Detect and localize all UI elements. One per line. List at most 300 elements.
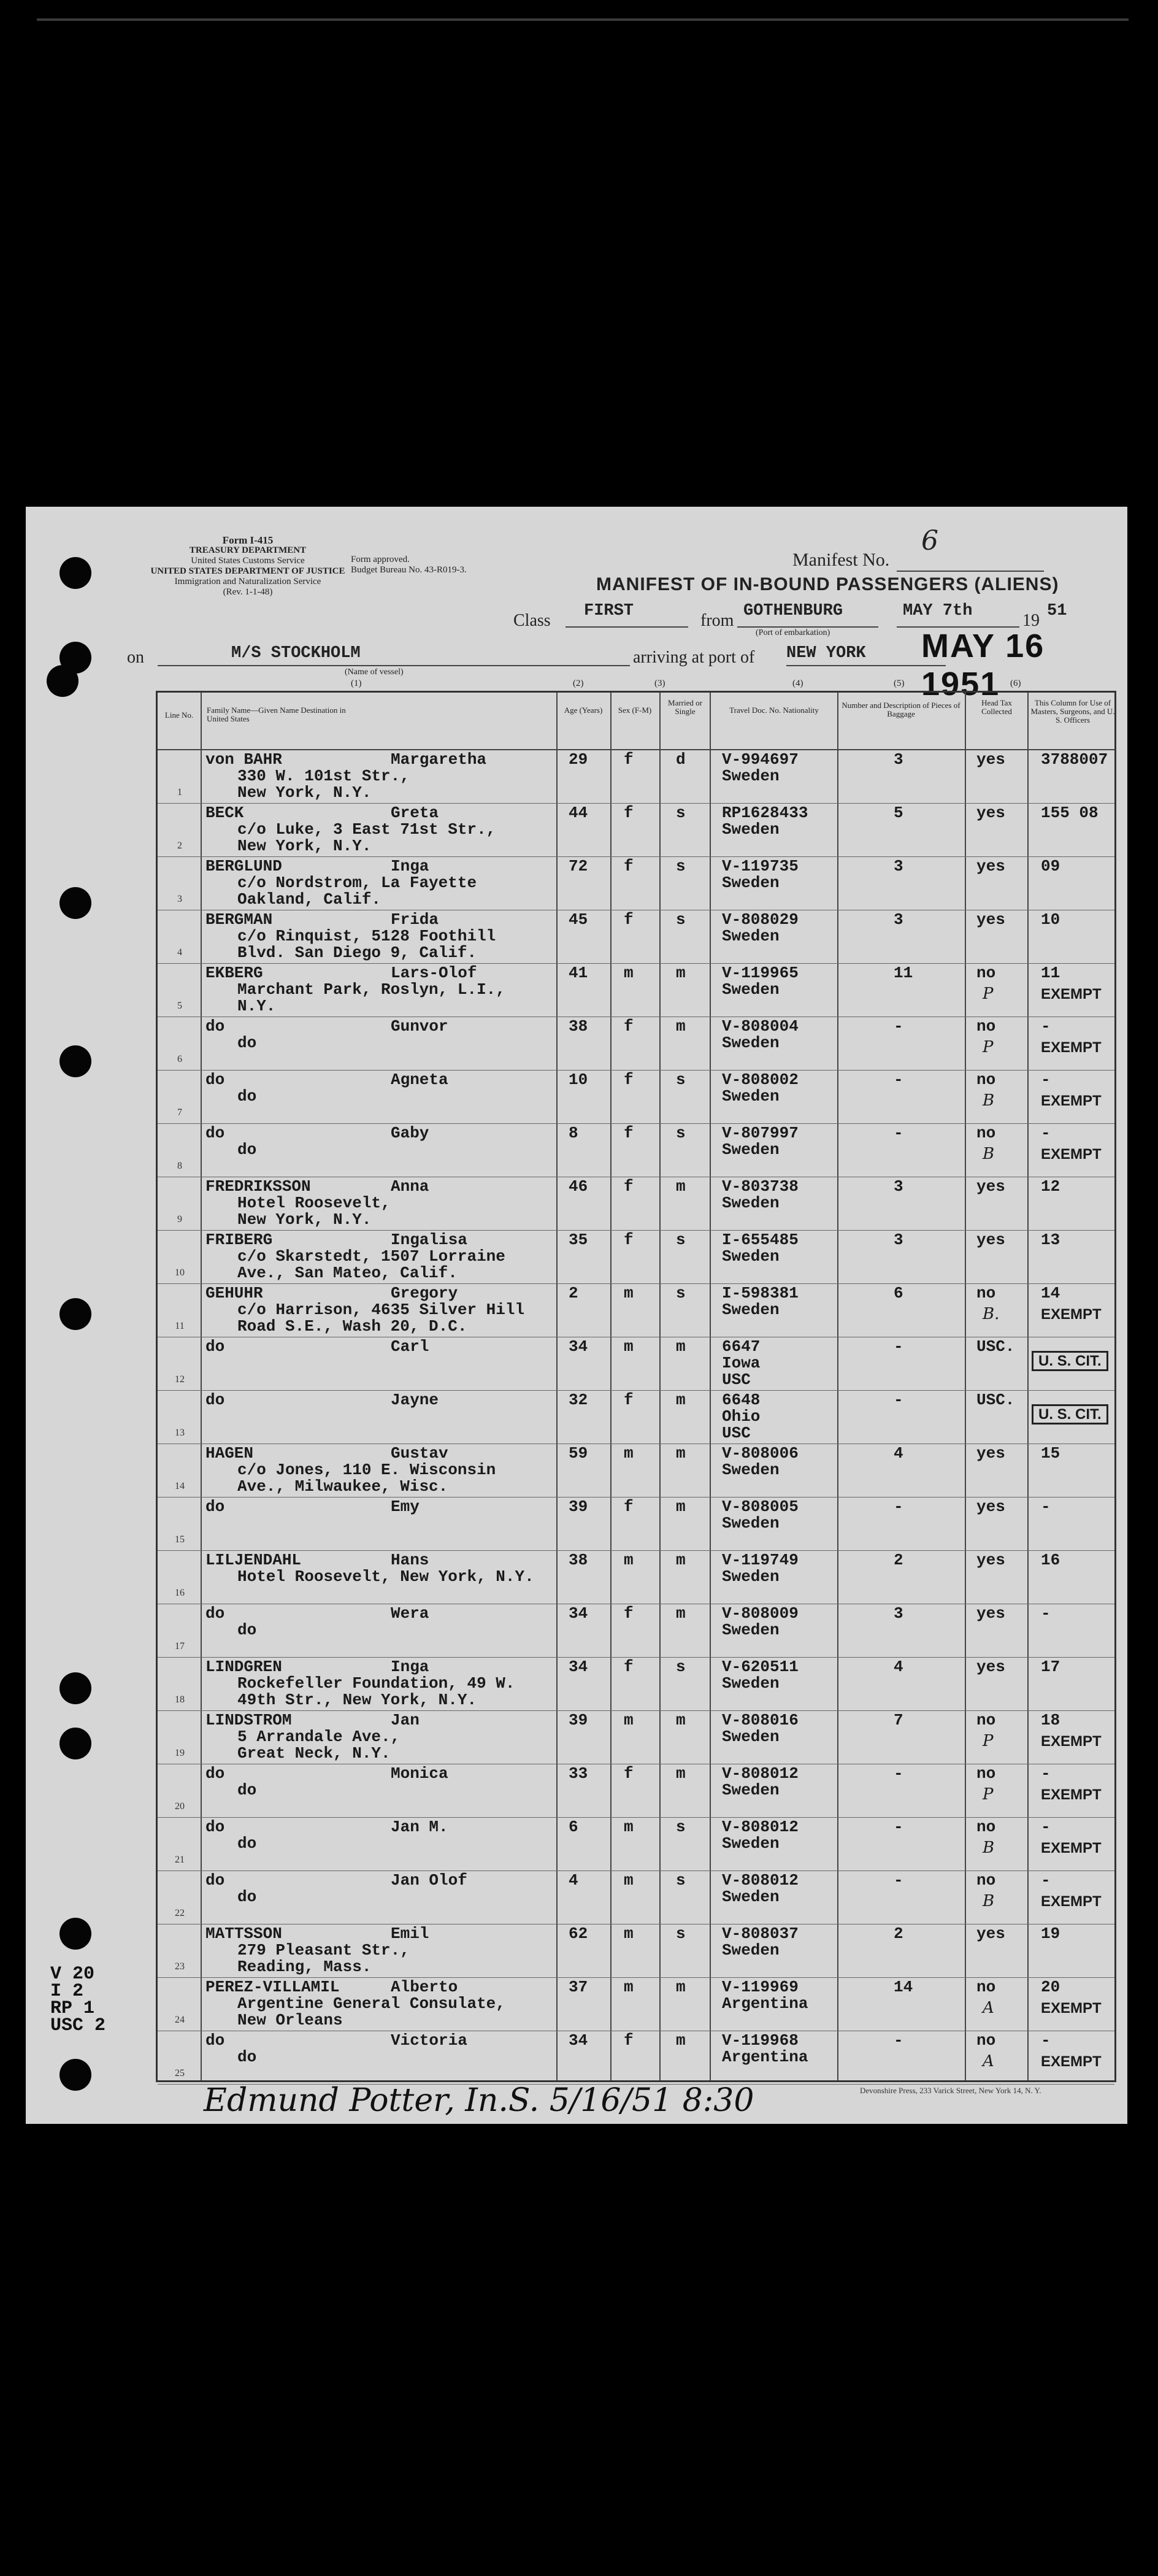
family-name: EKBERG: [205, 964, 263, 982]
port-embark-note: (Port of embarkation): [756, 628, 830, 637]
sex: f: [624, 1604, 634, 1623]
head-tax: yes: [976, 1604, 1005, 1623]
sex: m: [624, 1871, 634, 1890]
table-row: [158, 1604, 1114, 1658]
travel-doc-number: RP1628433: [722, 804, 808, 822]
baggage-count: -: [894, 1337, 903, 1356]
given-name: Frida: [391, 910, 439, 929]
family-name: do: [205, 1071, 225, 1089]
nationality: Sweden: [722, 1514, 780, 1532]
marital-status: s: [676, 1924, 686, 1943]
destination-line-1: do: [237, 1888, 257, 1906]
baggage-count: -: [894, 1764, 903, 1783]
manifest-number: 6: [921, 525, 938, 556]
class-value: FIRST: [584, 602, 634, 620]
officer-number: 18: [1041, 1711, 1060, 1729]
baggage-count: 6: [894, 1284, 903, 1302]
table-row: [158, 750, 1114, 804]
date-value: MAY 7th: [903, 602, 973, 620]
head-tax: yes: [976, 804, 1005, 822]
nationality: Sweden: [722, 1834, 780, 1853]
table-row: [158, 1444, 1114, 1498]
baggage-count: 5: [894, 804, 903, 822]
arriving-label: arriving at port of: [633, 648, 755, 667]
exempt-stamp: EXEMPT: [1041, 2053, 1102, 2070]
family-name: MATTSSON: [205, 1924, 282, 1943]
marital-status: m: [676, 1017, 686, 1036]
col-num-3: (3): [654, 679, 665, 688]
head-tax-mark: B: [983, 1091, 995, 1110]
travel-doc-number: V-808016: [722, 1711, 799, 1729]
col-header-age: Age (Years): [564, 706, 603, 715]
sex: f: [624, 1498, 634, 1516]
nationality: Sweden: [722, 1461, 780, 1479]
us-citizen-stamp: U. S. CIT.: [1032, 1404, 1108, 1424]
officer-number: 09: [1041, 857, 1060, 875]
head-tax: USC.: [976, 1391, 1015, 1409]
col-header-line-no: Line No.: [164, 710, 194, 720]
nationality: Argentina: [722, 2048, 808, 2066]
destination-line-1: c/o Skarstedt, 1507 Lorraine: [237, 1247, 505, 1266]
travel-doc-number: V-119968: [722, 2031, 799, 2050]
nationality: Sweden: [722, 1781, 780, 1799]
tally-line: V 20: [50, 1964, 95, 1985]
destination-line-1: c/o Rinquist, 5128 Foothill: [237, 927, 496, 945]
arrival-date-stamp: MAY 16 1951: [921, 628, 1045, 702]
table-row: [158, 1231, 1114, 1284]
officer-number: 13: [1041, 1231, 1060, 1249]
nationality: Iowa: [722, 1354, 761, 1372]
nationality: Sweden: [722, 1567, 780, 1586]
table-row: [158, 857, 1114, 910]
family-name: do: [205, 1871, 225, 1890]
age: 34: [569, 1604, 588, 1623]
given-name: Gregory: [391, 1284, 458, 1302]
destination-line-2: Reading, Mass.: [237, 1958, 372, 1976]
exempt-stamp: EXEMPT: [1041, 986, 1102, 1002]
table-row: [158, 804, 1114, 857]
destination-line-1: Marchant Park, Roslyn, L.I.,: [237, 980, 505, 999]
officer-number: -: [1041, 2031, 1051, 2050]
table-row: [158, 2031, 1114, 2085]
travel-doc-number: V-808009: [722, 1604, 799, 1623]
nationality: Sweden: [722, 1941, 780, 1959]
vessel-underline: [158, 665, 630, 666]
destination-line-1: Argentine General Consulate,: [237, 1994, 505, 2013]
sex: f: [624, 2031, 634, 2050]
head-tax: yes: [976, 1551, 1005, 1569]
given-name: Victoria: [391, 2031, 467, 2050]
table-row: [158, 1284, 1114, 1337]
sex: f: [624, 1177, 634, 1196]
line-number: 8: [177, 1161, 182, 1171]
line-number: 9: [177, 1214, 182, 1225]
table-row: [158, 964, 1114, 1017]
manifest-title: MANIFEST OF IN-BOUND PASSENGERS (ALIENS): [596, 574, 1059, 594]
marital-status: m: [676, 1551, 686, 1569]
age: 45: [569, 910, 588, 929]
marital-status: s: [676, 910, 686, 929]
head-tax-mark: P: [983, 1732, 994, 1750]
line-number: 25: [175, 2068, 185, 2078]
approval-block: [351, 555, 535, 575]
line-number: 22: [175, 1908, 185, 1918]
destination-line-1: do: [237, 2048, 257, 2066]
destination-line-1: do: [237, 1087, 257, 1105]
officer-number: 15: [1041, 1444, 1060, 1463]
sex: f: [624, 1658, 634, 1676]
age: 2: [569, 1284, 578, 1302]
sex: m: [624, 1444, 634, 1463]
head-tax: no: [976, 1871, 996, 1890]
given-name: Inga: [391, 1658, 429, 1676]
marital-status: m: [676, 1711, 686, 1729]
travel-doc-number: V-808005: [722, 1498, 799, 1516]
head-tax: no: [976, 2031, 996, 2050]
exempt-stamp: EXEMPT: [1041, 1733, 1102, 1750]
nationality-note: USC: [722, 1371, 751, 1389]
officer-number: 3788007: [1041, 750, 1108, 769]
head-tax-mark: B: [983, 1145, 995, 1163]
from-value: GOTHENBURG: [743, 602, 843, 620]
passenger-table: [156, 691, 1116, 2082]
form-dept1-sub: United States Customs Service: [191, 556, 305, 566]
marital-status: m: [676, 1444, 686, 1463]
baggage-count: -: [894, 1818, 903, 1836]
travel-doc-number: V-808012: [722, 1818, 799, 1836]
marital-status: s: [676, 1284, 686, 1302]
manifest-underline: [897, 571, 1044, 572]
col-num-5: (5): [894, 679, 905, 688]
exempt-stamp: EXEMPT: [1041, 1093, 1102, 1109]
nationality: Sweden: [722, 980, 780, 999]
family-name: LINDGREN: [205, 1658, 282, 1676]
binder-hole: [59, 1728, 91, 1759]
col-header-married: Married or Single: [668, 698, 702, 716]
baggage-count: -: [894, 1871, 903, 1890]
family-name: do: [205, 1818, 225, 1836]
officer-number: -: [1041, 1071, 1051, 1089]
col-header-name: Family Name—Given Name Destination in United States: [207, 706, 346, 723]
given-name: Margaretha: [391, 750, 487, 769]
sex: f: [624, 910, 634, 929]
marital-status: s: [676, 1124, 686, 1142]
officer-number: 12: [1041, 1177, 1060, 1196]
travel-doc-number: V-808012: [722, 1871, 799, 1890]
marital-status: s: [676, 804, 686, 822]
nationality: Sweden: [722, 1247, 780, 1266]
baggage-count: 14: [894, 1978, 913, 1996]
travel-doc-number: V-803738: [722, 1177, 799, 1196]
line-number: 24: [175, 2015, 185, 2025]
marital-status: d: [676, 750, 686, 769]
printer-note: Devonshire Press, 233 Varick Street, New York 14, N. Y.: [860, 2086, 1041, 2095]
officer-number: -: [1041, 1818, 1051, 1836]
age: 39: [569, 1711, 588, 1729]
travel-doc-number: V-808012: [722, 1764, 799, 1783]
destination-line-1: do: [237, 1140, 257, 1159]
col-num-4: (4): [792, 679, 803, 688]
marital-status: s: [676, 1658, 686, 1676]
sex: m: [624, 1284, 634, 1302]
from-label: from: [700, 611, 734, 630]
officer-number: -: [1041, 1124, 1051, 1142]
nationality: Sweden: [722, 874, 780, 892]
baggage-count: -: [894, 1498, 903, 1516]
travel-doc-number: V-119735: [722, 857, 799, 875]
head-tax: no: [976, 1017, 996, 1036]
binder-hole: [59, 1918, 91, 1950]
age: 44: [569, 804, 588, 822]
family-name: HAGEN: [205, 1444, 254, 1463]
family-name: do: [205, 1604, 225, 1623]
nationality: Sweden: [722, 1087, 780, 1105]
table-row: [158, 1711, 1114, 1764]
destination-line-1: do: [237, 1621, 257, 1639]
officer-number: -: [1041, 1764, 1051, 1783]
table-row: [158, 1391, 1114, 1444]
binder-hole: [59, 1298, 91, 1330]
destination-line-2: N.Y.: [237, 997, 276, 1015]
age: 72: [569, 857, 588, 875]
head-tax: no: [976, 1071, 996, 1089]
marital-status: s: [676, 1818, 686, 1836]
age: 62: [569, 1924, 588, 1943]
age: 37: [569, 1978, 588, 1996]
destination-line-1: c/o Luke, 3 East 71st Str.,: [237, 820, 496, 839]
destination-line-1: 330 W. 101st Str.,: [237, 767, 410, 785]
line-number: 3: [177, 894, 182, 904]
given-name: Jan: [391, 1711, 420, 1729]
baggage-count: 2: [894, 1924, 903, 1943]
head-tax-mark: P: [983, 1038, 994, 1056]
head-tax: yes: [976, 1444, 1005, 1463]
line-number: 4: [177, 947, 182, 958]
exempt-stamp: EXEMPT: [1041, 2000, 1102, 2017]
line-number: 6: [177, 1054, 182, 1064]
given-name: Lars-Olof: [391, 964, 477, 982]
family-name: do: [205, 1124, 225, 1142]
destination-line-1: c/o Harrison, 4635 Silver Hill: [237, 1301, 525, 1319]
sex: m: [624, 1711, 634, 1729]
sex: m: [624, 1978, 634, 1996]
given-name: Jan M.: [391, 1818, 448, 1836]
head-tax: no: [976, 1284, 996, 1302]
marital-status: m: [676, 1978, 686, 1996]
table-row: [158, 1498, 1114, 1551]
table-row: [158, 1764, 1114, 1818]
family-name: FREDRIKSSON: [205, 1177, 311, 1196]
sex: f: [624, 1017, 634, 1036]
destination-line-1: 279 Pleasant Str.,: [237, 1941, 410, 1959]
baggage-count: 2: [894, 1551, 903, 1569]
baggage-count: 4: [894, 1658, 903, 1676]
marital-status: m: [676, 1764, 686, 1783]
table-row: [158, 1017, 1114, 1071]
table-row: [158, 1924, 1114, 1978]
age: 41: [569, 964, 588, 982]
officer-number: -: [1041, 1498, 1051, 1516]
binder-hole: [59, 2059, 91, 2091]
manifest-sheet: [26, 507, 1127, 2124]
head-tax: yes: [976, 750, 1005, 769]
table-row: [158, 1818, 1114, 1871]
officer-number: 155 08: [1041, 804, 1099, 822]
binder-hole: [59, 557, 91, 589]
head-tax: no: [976, 964, 996, 982]
baggage-count: 3: [894, 857, 903, 875]
destination-line-1: c/o Nordstrom, La Fayette: [237, 874, 477, 892]
age: 29: [569, 750, 588, 769]
nationality: Sweden: [722, 767, 780, 785]
head-tax: no: [976, 1764, 996, 1783]
travel-doc-number: V-808029: [722, 910, 799, 929]
family-name: LILJENDAHL: [205, 1551, 302, 1569]
on-label: on: [127, 648, 144, 667]
col-num-2: (2): [573, 679, 584, 688]
travel-doc-number: V-808037: [722, 1924, 799, 1943]
year-prefix: 19: [1022, 611, 1040, 630]
col-header-baggage: Number and Description of Pieces of Baggage: [842, 701, 961, 718]
officer-number: 10: [1041, 910, 1060, 929]
nationality: Sweden: [722, 1674, 780, 1693]
baggage-count: 7: [894, 1711, 903, 1729]
family-name: do: [205, 1017, 225, 1036]
inspector-signature: Edmund Potter, In.S. 5/16/51 8:30: [204, 2082, 754, 2119]
travel-doc-number: V-119965: [722, 964, 799, 982]
destination-line-1: Hotel Roosevelt,: [237, 1194, 391, 1212]
officer-number: 16: [1041, 1551, 1060, 1569]
marital-status: m: [676, 2031, 686, 2050]
destination-line-2: New York, N.Y.: [237, 1210, 372, 1229]
given-name: Jan Olof: [391, 1871, 467, 1890]
nationality: Ohio: [722, 1407, 761, 1426]
scan-edge-line: [37, 18, 1129, 21]
sex: f: [624, 1071, 634, 1089]
head-tax-mark: B.: [983, 1305, 1000, 1323]
given-name: Inga: [391, 857, 429, 875]
travel-doc-number: 6647: [722, 1337, 761, 1356]
tally-line: RP 1: [50, 1998, 95, 2019]
head-tax: USC.: [976, 1337, 1015, 1356]
nationality: Argentina: [722, 1994, 808, 2013]
officer-number: -: [1041, 1604, 1051, 1623]
family-name: BERGLUND: [205, 857, 282, 875]
sex: f: [624, 1764, 634, 1783]
officer-number: 11: [1041, 964, 1060, 982]
family-name: GEHUHR: [205, 1284, 263, 1302]
binder-hole: [47, 665, 79, 697]
officer-number: 14: [1041, 1284, 1060, 1302]
age: 10: [569, 1071, 588, 1089]
age: 34: [569, 1658, 588, 1676]
col-header-head-tax: Head Tax Collected: [981, 698, 1012, 716]
head-tax: no: [976, 1978, 996, 1996]
form-approved: Form approved.: [351, 555, 410, 564]
table-row: [158, 1071, 1114, 1124]
marital-status: s: [676, 1231, 686, 1249]
given-name: Monica: [391, 1764, 448, 1783]
tally-line: I 2: [50, 1981, 84, 2002]
travel-doc-number: V-119969: [722, 1978, 799, 1996]
line-number: 19: [175, 1748, 185, 1758]
form-number: Form I-415: [222, 534, 274, 546]
from-underline: [737, 626, 878, 628]
head-tax: no: [976, 1711, 996, 1729]
line-number: 14: [175, 1481, 185, 1491]
budget-bureau: Budget Bureau No. 43-R019-3.: [351, 565, 467, 575]
head-tax: yes: [976, 1177, 1005, 1196]
family-name: do: [205, 1337, 225, 1356]
marital-status: m: [676, 1604, 686, 1623]
age: 34: [569, 1337, 588, 1356]
col-header-sex: Sex (F-M): [618, 706, 652, 715]
sex: m: [624, 964, 634, 982]
tally-line: USC 2: [50, 2015, 106, 2036]
head-tax-mark: P: [983, 1785, 994, 1804]
given-name: Greta: [391, 804, 439, 822]
officer-number: -: [1041, 1871, 1051, 1890]
head-tax-mark: P: [983, 985, 994, 1003]
table-row: [158, 1337, 1114, 1391]
head-tax: no: [976, 1124, 996, 1142]
age: 35: [569, 1231, 588, 1249]
form-rev: (Rev. 1-1-48): [223, 587, 273, 597]
given-name: Gunvor: [391, 1017, 448, 1036]
destination-line-2: Ave., San Mateo, Calif.: [237, 1264, 458, 1282]
family-name: FRIBERG: [205, 1231, 273, 1249]
head-tax: yes: [976, 1924, 1005, 1943]
family-name: do: [205, 1498, 225, 1516]
form-dept2-sub: Immigration and Naturalization Service: [174, 577, 321, 586]
line-number: 5: [177, 1001, 182, 1011]
nationality: Sweden: [722, 1194, 780, 1212]
binder-hole: [59, 887, 91, 919]
age: 38: [569, 1551, 588, 1569]
table-row: [158, 1551, 1114, 1604]
binder-hole: [59, 1045, 91, 1077]
travel-doc-number: I-655485: [722, 1231, 799, 1249]
line-number: 18: [175, 1694, 185, 1705]
sex: m: [624, 1337, 634, 1356]
line-number: 10: [175, 1267, 185, 1278]
baggage-count: -: [894, 1071, 903, 1089]
nationality: Sweden: [722, 1621, 780, 1639]
head-tax-mark: A: [983, 2052, 994, 2070]
table-row: [158, 1124, 1114, 1177]
head-tax: yes: [976, 1498, 1005, 1516]
head-tax: yes: [976, 910, 1005, 929]
baggage-count: 3: [894, 1231, 903, 1249]
given-name: Emil: [391, 1924, 429, 1943]
vessel-name: M/S STOCKHOLM: [231, 644, 361, 663]
marital-status: s: [676, 857, 686, 875]
line-number: 7: [177, 1107, 182, 1118]
exempt-stamp: EXEMPT: [1041, 1306, 1102, 1323]
given-name: Gustav: [391, 1444, 448, 1463]
vessel-note: (Name of vessel): [345, 667, 404, 677]
given-name: Gaby: [391, 1124, 429, 1142]
baggage-count: 3: [894, 910, 903, 929]
head-tax-mark: B: [983, 1892, 995, 1910]
given-name: Carl: [391, 1337, 429, 1356]
col-header-travel-doc: Travel Doc. No. Nationality: [729, 706, 819, 715]
sex: f: [624, 1124, 634, 1142]
age: 38: [569, 1017, 588, 1036]
manifest-label: Manifest No.: [792, 550, 890, 570]
age: 39: [569, 1498, 588, 1516]
age: 59: [569, 1444, 588, 1463]
